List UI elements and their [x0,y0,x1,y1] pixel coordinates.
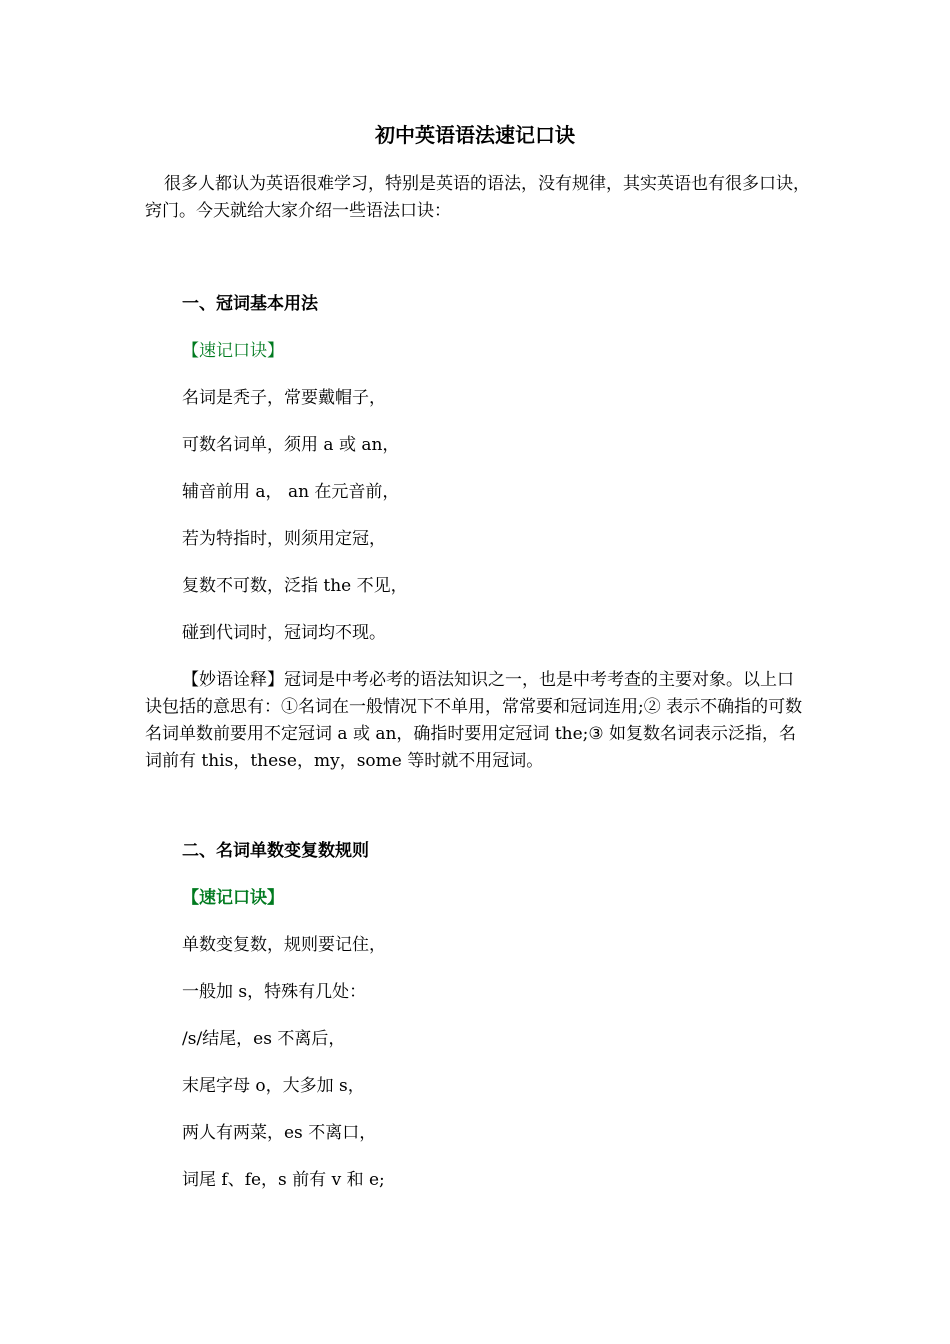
section-2-line: /s/结尾，es 不离后， [182,1029,346,1049]
section-1-mnemonic-tag: 【速记口诀】 [182,341,284,361]
page-title: 初中英语语法速记口诀 [375,123,575,147]
section-1-explanation: 【妙语诠释】冠词是中考必考的语法知识之一，也是中考考查的主要对象。以上口诀包括的意思有：①名词在一般情况下不单用，常常要和冠词连用;② 表示不确指的可数名词单数前要用不定冠词 a 或 an，确指时要用定冠词 the;③ 如复数名词表示泛指，名词前有 this，these，my，some 等时就不用冠词。 [145,670,803,771]
section-2-line: 两人有两菜，es 不离口， [182,1123,377,1143]
intro-paragraph: 很多人都认为英语很难学习，特别是英语的语法，没有规律，其实英语也有很多口诀，窍门。今天就给大家介绍一些语法口诀： [145,174,810,221]
section-2-heading: 二、名词单数变复数规则 [182,841,369,861]
section-1-line: 若为特指时，则须用定冠， [182,529,386,549]
section-2-mnemonic-tag: 【速记口诀】 [182,888,284,908]
section-1-line: 可数名词单，须用 a 或 an， [182,435,400,455]
section-2-line: 一般加 s，特殊有几处： [182,982,367,1002]
section-1-line: 碰到代词时，冠词均不现。 [182,623,386,643]
section-1-line: 名词是秃子，常要戴帽子， [182,388,386,408]
section-1-line: 辅音前用 a， an 在元音前， [182,482,400,502]
section-1-heading: 一、冠词基本用法 [182,294,318,314]
section-1-line: 复数不可数，泛指 the 不见， [182,576,408,596]
section-2-line: 末尾字母 o，大多加 s， [182,1076,365,1096]
section-2-line: 单数变复数，规则要记住， [182,935,386,955]
section-2-line: 词尾 f、fe，s 前有 v 和 e; [182,1170,385,1190]
